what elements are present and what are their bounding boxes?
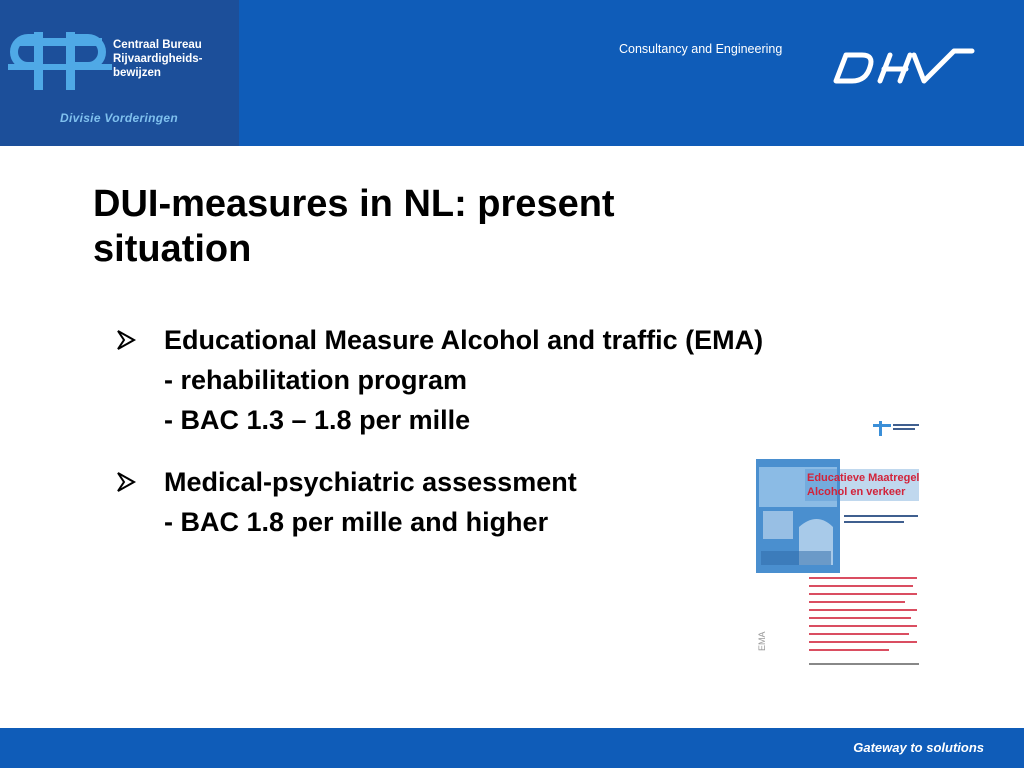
cbr-logo-mark-icon bbox=[8, 28, 112, 92]
brochure-spine-label: EMA bbox=[757, 631, 767, 651]
bullet-arrow-icon bbox=[115, 328, 137, 352]
bullet-arrow-icon bbox=[115, 470, 137, 494]
header-bar bbox=[0, 0, 1024, 146]
bullet-heading: Medical-psychiatric assessment bbox=[164, 467, 577, 497]
bullet-heading: Educational Measure Alcohol and traffic (EMA) bbox=[164, 325, 764, 355]
footer-bar bbox=[0, 728, 1024, 768]
cbr-logo bbox=[0, 0, 239, 146]
bullet-medical-assessment bbox=[115, 462, 577, 542]
bullet-detail: - rehabilitation program bbox=[164, 365, 468, 395]
bullet-detail: - BAC 1.3 – 1.8 per mille bbox=[164, 405, 471, 435]
brochure-title-line: Educatieve Maatregel bbox=[807, 472, 920, 484]
ema-brochure-image bbox=[751, 415, 927, 673]
dhv-logo bbox=[828, 45, 978, 93]
footer-slogan: Gateway to solutions bbox=[853, 740, 984, 755]
tagline: Consultancy and Engineering bbox=[619, 42, 783, 56]
cbr-org-name: Centraal Bureau Rijvaardigheids- bewijzen bbox=[113, 39, 203, 79]
slide-title: DUI-measures in NL: present situation bbox=[93, 183, 615, 270]
bullet-ema bbox=[115, 320, 763, 440]
division-label: Divisie Vorderingen bbox=[60, 111, 178, 125]
bullet-detail: - BAC 1.8 per mille and higher bbox=[164, 507, 549, 537]
brochure-title-line: Alcohol en verkeer bbox=[807, 486, 906, 498]
